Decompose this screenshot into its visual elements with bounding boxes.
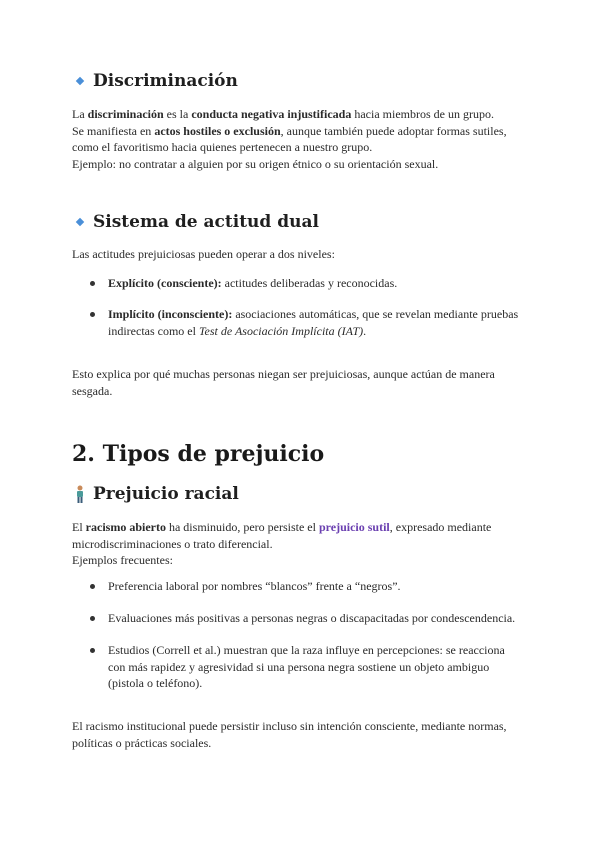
bullet-dot <box>90 281 95 286</box>
heading-discriminacion: Discriminación <box>75 71 238 91</box>
prejuicio-sutil-link[interactable]: prejuicio sutil <box>318 520 390 534</box>
paragraph-dual-intro: Las actitudes prejuiciosas pueden operar a dos niveles: <box>72 247 335 261</box>
person-icon <box>75 485 85 503</box>
heading-actitud-dual: Sistema de actitud dual <box>75 212 319 232</box>
bullet-dot <box>90 648 95 653</box>
blue-diamond-icon <box>76 218 84 226</box>
list-item: Estudios (Correll et al.) muestran que la raza influye en percepciones: se reacciona con más rapidez y agresividad si una persona negra sostiene un objeto ambiguo (pistola o teléfono). <box>90 642 530 692</box>
list-item: Preferencia laboral por nombres “blancos” frente a “negros”. <box>90 578 530 595</box>
list-item: Evaluaciones más positivas a personas negras o discapacitadas por condescendencia. <box>90 610 530 627</box>
bullet-dot <box>90 312 95 317</box>
bullet-dot <box>90 584 95 589</box>
list-item: Implícito (inconsciente): asociaciones automáticas, que se revelan mediante pruebas indirectas como el Test de Asociación Implícita (IAT). <box>90 306 530 339</box>
paragraph-discriminacion: La discriminación es la conducta negativa injustificada hacia miembros de un grupo. Se manifiesta en actos hostiles o exclusión, aunque también puede adoptar formas sutiles, como el favoritismo hacia quienes pertenecen a nuestro grupo. Ejemplo: no contratar a alguien por su origen étnico o su orientación sexual. <box>72 107 507 171</box>
heading-prejuicio-racial: Prejuicio racial <box>75 484 239 504</box>
paragraph-racial: El racismo abierto ha disminuido, pero persiste el prejuicio sutil, expresado mediante microdiscriminaciones o trato diferencial. Ejemplos frecuentes: <box>72 520 492 567</box>
list-item: Explícito (consciente): actitudes deliberadas y reconocidas. <box>90 275 530 292</box>
bullet-dot <box>90 616 95 621</box>
heading-tipos-prejuicio: 2. Tipos de prejuicio <box>72 441 325 467</box>
paragraph-racismo-institucional: El racismo institucional puede persistir incluso sin intención consciente, mediante normas, políticas o prácticas sociales. <box>72 719 507 750</box>
blue-diamond-icon <box>76 77 84 85</box>
paragraph-dual-outro: Esto explica por qué muchas personas niegan ser prejuiciosas, aunque actúan de manera sesgada. <box>72 367 495 398</box>
